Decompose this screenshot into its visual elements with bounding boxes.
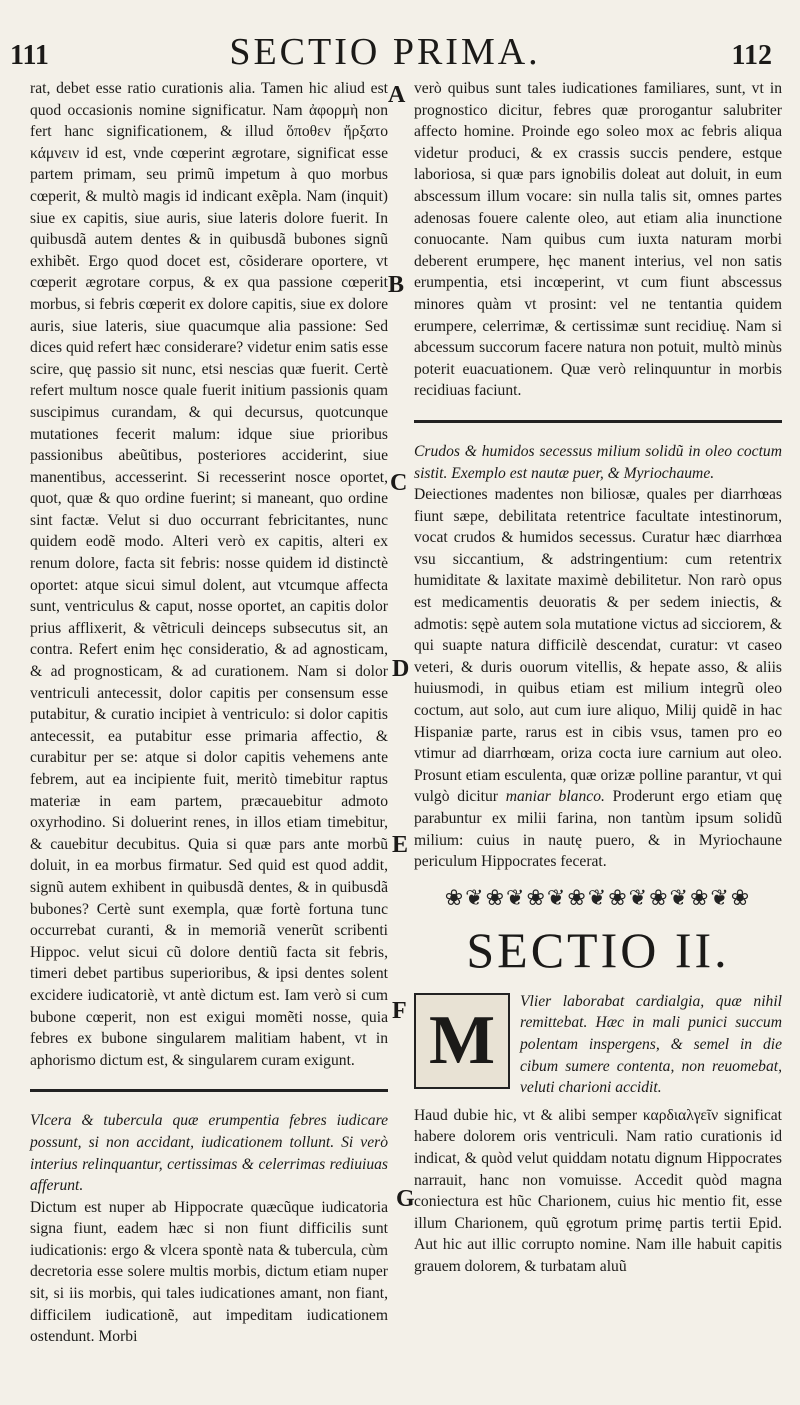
dish-name: maniar blanco. <box>505 788 605 806</box>
right-column <box>414 78 782 1278</box>
right-paragraph-1: verò quibus sunt tales iudicationes familiares, sunt, vt in prognostico dicitur, febres quæ prorogantur salubriter affecto homine. Proinde ego soleo mox ac febris aliqua videtur produci, & ex crassis succis pendere, estque laboriosa, si quæ pars ignobilis doleat aut doluit, in eum abscessum illum vocare: sin nulla talis sit, omnes partes adenosas fouere calente oleo, aut etiam alia inunctione conuocante. Nam quibus cum iuxta naturam morbi deberent erumpere, hęc manent interius, vel non satis erumpentia, etsi incœperint, vt cum fiunt abscessus minores quàm vt prosint: vel ne tentantia quidem erumpere, celerrimæ, & certissimæ sunt recidiuę. Nam si abcessum succorum facere natura non potuit, multò minùs poterit euacuationem. Quæ verò relinquuntur in morbis recidiuas faciunt. <box>414 80 782 400</box>
aphorism-heading: Vlier laborabat cardialgia, quæ nihil remittebat. Hæc in mali punici succum polentam inspergens, & semel in die cibum sumere contenta, non reuomebat, veluti charioni accidit. <box>520 992 782 1097</box>
margin-letter-b: B <box>388 272 405 298</box>
margin-letter-a: A <box>388 82 406 108</box>
left-column <box>30 78 388 1348</box>
right-paragraph-3: Haud dubie hic, vt & alibi semper καρδιαλγεῖν significat habere dolorem oris ventriculi. Nam ratio curationis id indicat, & quòd velut quiddam notatu dignum Hippocrates narrauit, hanc non vomuisse. Accedit quòd magna coniectura est hũc Charionem, cuius hic mentio fit, esse illum Charionem, quũ ęgrotum primę partis tertii Epid. Aut hic aut illic corrupto nomine. Nam ille habuit capitis grauem dolorem, & turbatam aluũ <box>414 1106 782 1275</box>
aphorism-block <box>414 991 782 1099</box>
section-title: SECTIO II. <box>466 921 730 978</box>
paragraph-text: Proderunt ergo etiam quę parabuntur ex milii farina, non tantùm ipsum solidũ milium: cuius in nautę puero, & in Myriochaune periculum Hippocrates fecerat. <box>414 788 783 871</box>
aphorism-heading: Crudos & humidos secessus milium solidũ in oleo coctum sistit. Exemplo est nautæ puer, & Myriochaume. <box>414 442 782 482</box>
margin-letter-d: D <box>392 656 410 682</box>
aphorism-heading: Vlcera & tubercula quæ erumpentia febres iudicare possunt, si non accidant, iudicationem tollunt. Si verò interius relinquantur, certissimas & celerrimas rediuiuas afferunt. <box>30 1112 388 1195</box>
left-paragraph-2: Dictum est nuper ab Hippocrate quæcũque iudicatoria signa fiunt, eadem hæc si non fiunt difficilis sunt iudicationis: ergo & vlcera spontè nata & tubercula, cùm decretoria esse solere multis morbis, dictum etiam nuper sit, si iis morbis, qui tales iudicationes amant, non fiant, difficilem iudicationẽ, aut impeditam iudicationem ostendunt. Morbi <box>30 1198 388 1346</box>
section-rule <box>414 420 782 423</box>
ornament-band: ❀❦❀❦❀❦❀❦❀❦❀❦❀❦❀ <box>444 884 752 910</box>
page-number-left: 111 <box>10 40 49 71</box>
margin-letter-c: C <box>390 470 408 496</box>
margin-letter-g: G <box>396 1186 415 1212</box>
margin-letter-f: F <box>392 998 407 1024</box>
running-header <box>0 0 800 74</box>
margin-letter-e: E <box>392 832 409 858</box>
paragraph-text: Deiectiones madentes non biliosæ, quales per diarrhœas fiunt sæpe, debilitata retentrice facultate intestinorum, vocat crudos & humidos secessus. Curatur hæc diarrhœa vsu siccantium, & adstringentium: cum retentrix humiditate & laxitate maximè debilitetur. Non rarò opus est medicamentis deuoratis & per sedem iniectis, & admotis: sępè autem sola mutatione victus ad sicciorem, & qui suapte natura difficilè descendat, curatur: vt caseo veteri, & duris ouorum vitellis, & hepate asso, & aliis huiusmodi, in quibus etiam est milium integrũ oleo coctum, aut solo, aut cum iure aliquo, Milij quidẽ in hac Hispaniæ parte, rarus est in cibis vsus, tamen pro eo vtimur ad diarrhœam, oriza cocta iure carnium aut oleo. Prosunt etiam esculenta, quæ orizæ polline parantur, vt qui vulgò dicitur <box>414 486 782 806</box>
left-paragraph-1: rat, debet esse ratio curationis alia. Tamen hic aliud est quod occasionis nomine significatur. Nam ἀφορμὴ non fert hanc significationem, & illud ὅποθεν ἤρξατο κάμνειν id est, vnde cœperint ægrotare, significat esse partem primam, seu primũ impetum à quo morbus cœperit, & multò magis id indicant exẽpla. Nam (inquit) siue ex capitis, siue auris, siue lateris dolore fuerit. In quibusdã autem dentes & in quibusdã bubones signũ exhibẽt. Ergo quod docet est, cõsiderare oportere, vt cœperit ægrotare corpus, & ex qua passione cœperit morbus, si febris cœperit ex dolore capitis, siue ex dolore auris, siue lateris, siue quacumque alia passione: Sed dices quid refert hæc considerare? videtur enim satis esse scire, quę passio sit nunc, etsi nescias quæ fuerit. Certè refert multum nosce quale fuerit initium passionis quam suscipimus curandam, & qui decursus, quotcunque mutationes fecerit malum: idque siue prioribus passionibus abeũtibus, posteriores acciderint, siue manentibus, accesserint. Si recesserint nosce oportet, quot, quæ & quo ordine fuerint; si maneant, quo ordine sint factæ. Velut si duo occurrant febricitantes, nunc quidem eodẽ modo. Alteri verò ex capitis, alteri ex renum dolore, facta sit febris: nosse quidem id distinctè oportet: atque sicui simul dolent, aut vtcumque affecta sunt, ventriculus & caput, nosse oportet, an capitis dolor prius afflixerit, & vẽtriculi deinceps subsecutus sit, an contra. Refert enim hęc consideratio, & ad agnosticam, & ad prognosticam, & ad curationem. Nam si dolor ventriculi antecessit, dolor capitis per consensum esse putabitur, & curatio incipiet à ventriculo: si dolor capitis antecessit, ea putabitur esse primaria affectio, & curabitur per se: atque si dolor capitis vehemens ante febrem, aut ea incipiente fuit, meritò timebitur raptus materiæ in eam partem, præcauebitur admoto oxyrhodino. Si doluerint renes, in illos etiam timebitur, & cauebitur decubitus. Quia si quæ pars ante morbũ doluit, in ea morbus firmatur. Sed quid est quod addit, signũ autem exhibent in quibusdã dentes, & in quibusdã bubones? Certè sunt exempla, quæ fortè fortuna tunc occurrebat curanti, & in memoriã venerũt scribenti Hippoc. velut sicui cũ dolore dentiũ facta sit febris, timeri debet partibus superioribus, & ipsi dentes solent excidere iudicatoriè, vt antè dictum est. Iam verò si cum bubone cœperit, non est exigui momẽti nosse, quia febres ex bubone singularem malitiam habent, vt in aphorismo dictum est, & singularem curam exigunt. <box>30 80 388 1069</box>
running-title: SECTIO PRIMA. <box>229 31 541 73</box>
right-paragraph-2 <box>414 484 782 873</box>
section-rule <box>30 1089 388 1092</box>
drop-cap: M <box>414 993 510 1089</box>
page-number-right: 112 <box>731 40 772 71</box>
